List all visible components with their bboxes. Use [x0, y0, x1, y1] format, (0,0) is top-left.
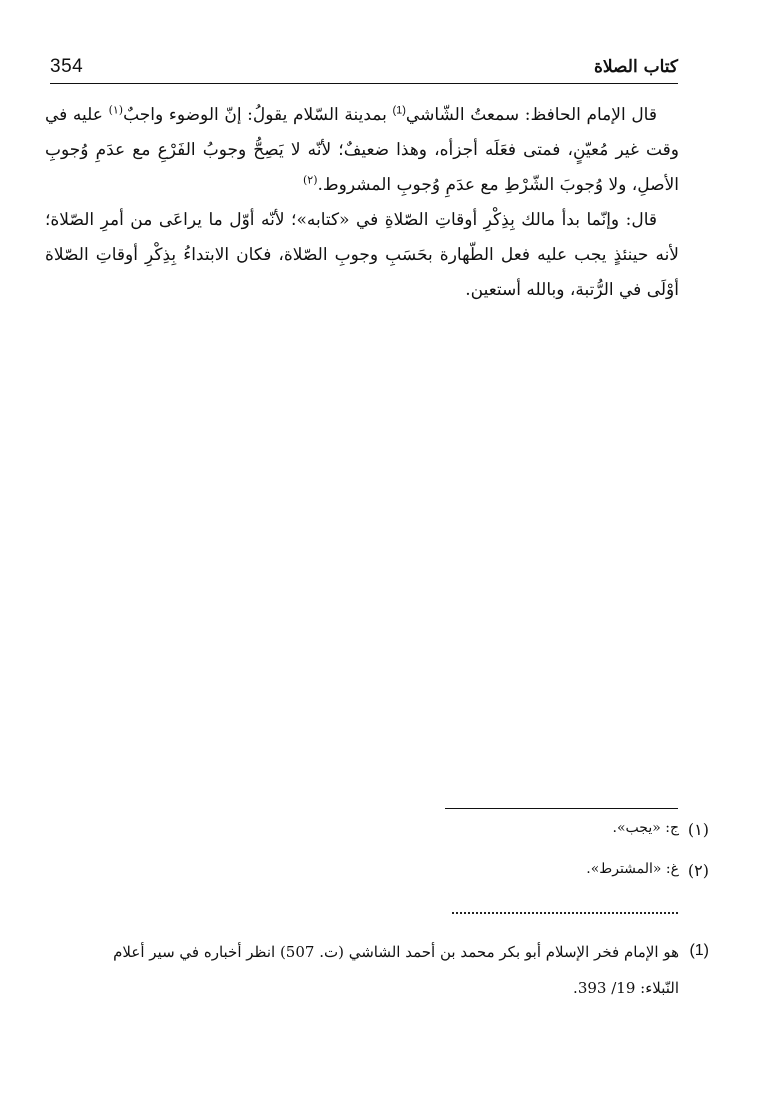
- page-number: 354: [50, 56, 84, 77]
- editor-note-1-number: (1): [689, 942, 709, 959]
- footnote-1-text: ج: «يجب».: [612, 820, 679, 836]
- running-title: كتاب الصلاة: [593, 57, 678, 77]
- paragraph-1-lead: قال الإمام الحافظ: سمعتُ الشّاشي: [405, 105, 657, 125]
- paragraph-1-text-a: بمدينة السّلام يقولُ: إنّ الوضوء واجبٌ: [123, 105, 393, 125]
- editor-note-1-line-2: النّبلاء: 19/ 393.: [573, 979, 679, 997]
- running-header: [28, 54, 678, 84]
- paragraph-1-text-b: عليه في وقت غير مُعيّنٍ، فمتى فعَلَه أجزأه، وهذا ضعيفٌ؛ لأنّه لا يَصِحُّ وجوبُ الفَرْعِ مع عدَمِ وُجوبِ الأصلِ، ولا وُجوبَ الشّرْطِ مع عدَمِ وُجوبِ المشروط.: [45, 105, 679, 195]
- editor-note-1-line-1: هو الإمام فخر الإسلام أبو بكر محمد بن أحمد الشاشي (ت. 507) انظر أخباره في سير أعلام: [113, 943, 679, 961]
- footnote-ref-2: (٢): [303, 173, 318, 187]
- footnote-1-number: (١): [687, 820, 709, 839]
- footnote-2-text: غ: «المشترط».: [586, 861, 679, 877]
- paragraph-2: قال: وإنّما بدأ مالك بِذِكْرِ أوقاتِ الصّلاةِ في «كتابه»؛ لأنّه أوّل ما يراعَى من أمرِ الصّلاة؛ لأنه حينئذٍ يجب عليه فعل الطّهارة بحَسَبِ وجوبِ الصّلاة، فكان الابتداءُ بِذِكْرِ أوقاتِ الصّلاة أوْلَى في الرُّتبة، وبالله أستعين.: [45, 210, 679, 300]
- header-rule: [50, 83, 678, 84]
- footnote-2-number: (٢): [687, 861, 709, 880]
- editor-note-ref-1: (1): [392, 104, 406, 117]
- editor-note-1: [50, 934, 679, 1006]
- main-text: [45, 98, 679, 308]
- footnote-rule: [445, 808, 678, 809]
- paragraph-1: [45, 98, 679, 203]
- footnote-ref-1: (١): [108, 103, 124, 117]
- dotted-separator: [452, 912, 678, 914]
